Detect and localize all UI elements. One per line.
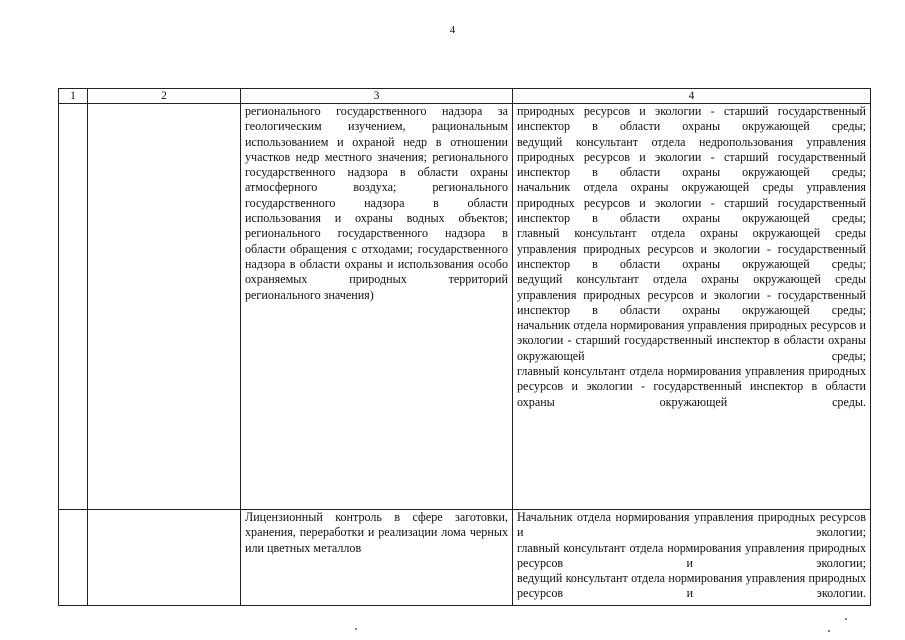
official-entry: главный консультант отдела нормирования управления природных ресурсов и экологии - государственный инспектор в области охраны окружающей среды. — [517, 364, 866, 409]
official-entry: ведущий консультант отдела нормирования управления природных ресурсов и экологии. — [517, 571, 866, 601]
row1-col1-cell — [59, 104, 88, 510]
column-header-2: 2 — [88, 89, 241, 104]
column-header-3: 3 — [241, 89, 513, 104]
official-entry: Начальник отдела нормирования управления природных ресурсов и экологии; — [517, 510, 866, 540]
column-header-4: 4 — [513, 89, 871, 104]
table-header-row — [59, 89, 871, 104]
row2-col1-cell — [59, 510, 88, 606]
row1-officials-cell — [513, 104, 871, 510]
official-entry: главный консультант отдела нормирования управления природных ресурсов и экологии; — [517, 540, 866, 570]
table-row — [59, 510, 871, 606]
document-table — [58, 88, 871, 606]
row1-col2-cell — [88, 104, 241, 510]
official-entry: ведущий консультант отдела недропользования управления природных ресурсов и экологии - старший государственный инспектор в области охраны окружающей среды; — [517, 134, 866, 180]
row2-col2-cell — [88, 510, 241, 606]
official-entry: природных ресурсов и экологии - старший государственный инспектор в области охраны окружающей среды; — [517, 104, 866, 134]
row2-officials-cell — [513, 510, 871, 606]
scan-speck — [828, 630, 830, 632]
scan-speck — [845, 618, 847, 620]
official-entry: начальник отдела охраны окружающей среды управления природных ресурсов и экологии - старший государственный инспектор в области охраны окружающей среды; — [517, 180, 866, 226]
official-entry: ведущий консультант отдела охраны окружающей среды управления природных ресурсов и экологии - государственный инспектор в области охраны окружающей среды; — [517, 272, 866, 317]
column-header-1: 1 — [59, 89, 88, 104]
scan-speck — [355, 628, 357, 630]
row2-licensing-control-cell: Лицензионный контроль в сфере заготовки, хранения, переработки и реализации лома черных или цветных металлов — [241, 510, 513, 606]
table-row — [59, 104, 871, 510]
row1-supervision-types-cell: регионального государственного надзора за геологическим изучением, рациональным использованием и охраной недр в отношении участков недр местного значения; регионального государственного надзора в области охраны атмосферного воздуха; регионального государственного надзора в области использования и охраны водных объектов; регионального государственного надзора в области обращения с отходами; государственного надзора в области охраны и использования особо охраняемых природных территорий регионального значения) — [241, 104, 513, 510]
official-entry: главный консультант отдела охраны окружающей среды управления природных ресурсов и экологии - государственный инспектор в области охраны окружающей среды; — [517, 226, 866, 271]
official-entry: начальник отдела нормирования управления природных ресурсов и экологии - старший государственный инспектор в области охраны окружающей среды; — [517, 318, 866, 363]
page-number: 4 — [449, 24, 456, 36]
